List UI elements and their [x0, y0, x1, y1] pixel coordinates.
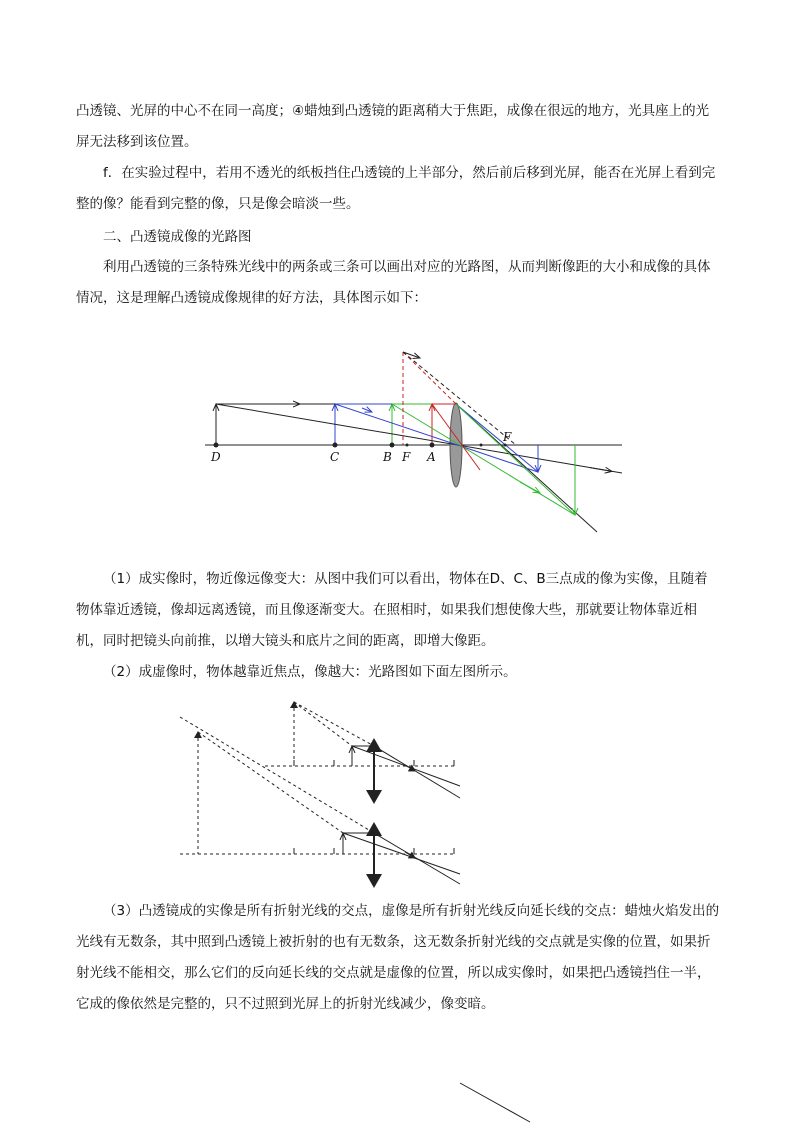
label-F-left: F [402, 450, 411, 464]
paragraph-1: 凸透镜、光屏的中心不在同一高度；④蜡烛到凸透镜的距离稍大于焦距，成像在很远的地方，光具座上的光屏无法移到该位置。 [76, 103, 710, 150]
label-D: D [211, 450, 221, 464]
paragraph-6: （3）凸透镜成的实像是所有折射光线的交点，虚像是所有折射光线反向延长线的交点：蜡烛火焰发出的光线有无数条，其中照到凸透镜上被折射的也有无数条，这无数条折射光线的交点就是实像的位置，如果折射光线不能相交，那么它们的反向延长线的交点就是虚像的位置，所以成实像时，如果把凸透镜挡住一半，它成的像依然是完整的，只不过照到光屏上的折射光线减少，像变暗。 [76, 903, 720, 1012]
decorative-line [0, 1075, 794, 1135]
label-C: C [330, 450, 340, 464]
paragraph-3: 利用凸透镜的三条特殊光线中的两条或三条可以画出对应的光路图，从而判断像距的大小和成像的具体情况，这是理解凸透镜成像规律的好方法，具体图示如下： [76, 259, 711, 306]
label-F-right: F [503, 430, 512, 444]
label-A: A [427, 450, 436, 464]
ray-diagram-real-image [0, 330, 794, 560]
paragraph-2: f．在实验过程中，若用不透光的纸板挡住凸透镜的上半部分，然后前后移到光屏，能否在光屏上看到完整的像？能看到完整的像，只是像会暗淡一些。 [76, 165, 716, 212]
label-B: B [383, 450, 392, 464]
section-heading: 二、凸透镜成像的光路图 [103, 229, 252, 245]
paragraph-5: （2）成虚像时，物体越靠近焦点，像越大：光路图如下面左图所示。 [103, 664, 517, 680]
ray-diagram-virtual-image [0, 690, 794, 890]
paragraph-4: （1）成实像时，物近像远像变大：从图中我们可以看出，物体在D、C、B三点成的像为实像，且随着物体靠近透镜，像却远离透镜，而且像逐渐变大。在照相时，如果我们想使像大些，那就要让物体靠近相机，同时把镜头向前推，以增大镜头和底片之间的距离，即增大像距。 [76, 571, 708, 649]
